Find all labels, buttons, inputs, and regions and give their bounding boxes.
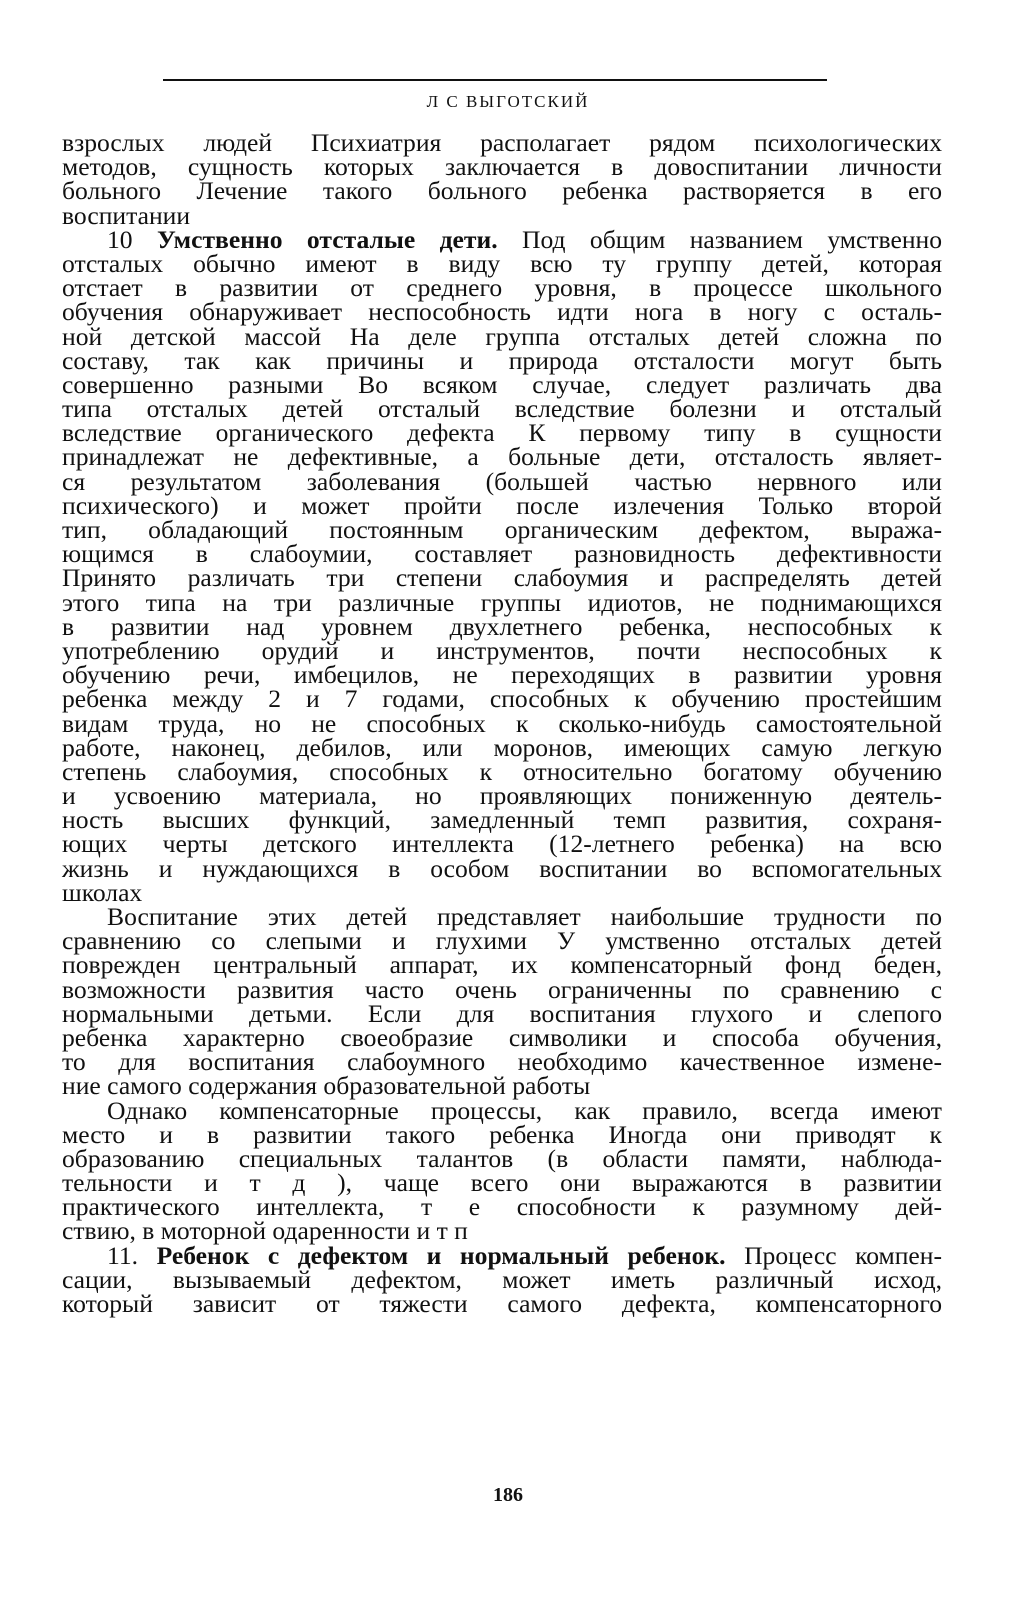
line-text: поврежден центральный аппарат, их компенсаторный фонд беден, <box>62 950 942 980</box>
line-text: в развитии над уровнем двухлетнего ребенка, неспособных к <box>62 611 942 641</box>
line-text: нормальными детьми. Если для воспитания глухого и слепого <box>62 998 942 1028</box>
line-text: этого типа на три различные группы идиотов, не поднимающихся <box>62 587 942 617</box>
line-text: отсталых обычно имеют в виду всю ту группу детей, которая <box>62 248 942 278</box>
line-text: жизнь и нуждающихся в особом воспитании во вспомогательных <box>62 853 942 883</box>
line-text: Процесс компен- <box>725 1240 942 1270</box>
running-head: Л С ВЫГОТСКИЙ <box>426 92 590 111</box>
line-text: больного Лечение такого больного ребенка растворяется в его <box>62 176 942 206</box>
line-text: отстает в развитии от среднего уровня, в процессе школьного <box>62 273 942 303</box>
line-text: ющимся в слабоумии, составляет разновидность дефективности <box>62 539 942 569</box>
line-text: тип, обладающий постоянным органическим дефектом, выража- <box>62 515 942 544</box>
line-text: принадлежат не дефективные, а больные дети, отсталость являет- <box>62 442 942 472</box>
text-line <box>62 853 942 883</box>
line-text: сации, вызываемый дефектом, может иметь различный исход, <box>62 1264 942 1294</box>
text-line <box>62 176 942 206</box>
line-text: видам труда, но не способных к сколько-нибудь самостоятельной <box>62 708 942 738</box>
section-number: 10 <box>107 224 157 254</box>
line-text: школах <box>62 877 143 907</box>
line-text: психического) и может пройти после излечения Только второй <box>62 490 942 520</box>
line-text: ность высших функций, замедленный темп развития, сохраня- <box>62 805 942 835</box>
line-text: составу, так как причины и природа отсталости могут быть <box>62 345 942 375</box>
line-text: ребенка между 2 и 7 годами, способных к обучению простейшим <box>62 684 942 714</box>
line-text: употреблению орудий и инструментов, почти неспособных к <box>62 635 942 665</box>
line-text: ся результатом заболевания (большей частью нервного или <box>62 466 942 496</box>
line-text: сравнению со слепыми и глухими У умственно отсталых детей <box>62 926 942 956</box>
line-text: совершенно разными Во всяком случае, следует различать два <box>62 369 942 399</box>
line-text: который зависит от тяжести самого дефекта, компенсаторного <box>62 1289 942 1318</box>
line-text: возможности развития часто очень ограниченны по сравнению с <box>62 974 942 1004</box>
line-text: обучения обнаруживает неспособность идти нога в ногу с осталь- <box>62 297 942 327</box>
line-text: место и в развитии такого ребенка Иногда они приводят к <box>62 1119 942 1149</box>
line-text: ющих черты детского интеллекта (12-летнего ребенка) на всю <box>62 829 942 859</box>
section-heading: Умственно отсталые дети. <box>156 224 498 254</box>
line-text: тельности и т д ), чаще всего они выражаются в развитии <box>62 1168 942 1198</box>
section-heading: Ребенок с дефектом и нормальный ребенок. <box>156 1240 726 1270</box>
line-text: методов, сущность которых заключается в довоспитании личности <box>62 152 942 182</box>
line-text: обучению речи, имбецилов, не переходящих в развитии уровня <box>62 660 942 690</box>
line-text: ствию, в моторной одаренности и т п <box>62 1216 468 1246</box>
line-text: Однако компенсаторные процессы, как правило, всегда имеют <box>107 1095 942 1125</box>
line-text: воспитании <box>62 200 191 230</box>
section-number: 11. <box>107 1240 157 1270</box>
line-text: ной детской массой На деле группа отсталых детей сложна по <box>62 321 942 351</box>
line-text: взрослых людей Психиатрия располагает рядом психологических <box>62 128 942 157</box>
line-text: работе, наконец, дебилов, или моронов, имеющих самую легкую <box>62 732 942 762</box>
line-text: образованию специальных талантов (в области памяти, наблюда- <box>62 1143 942 1173</box>
line-text: и усвоению материала, но проявляющих пониженную деятель- <box>62 781 942 811</box>
line-text: практического интеллекта, т е способности к разумному дей- <box>62 1192 942 1222</box>
line-text: ние самого содержания образовательной работы <box>62 1071 591 1101</box>
line-text: вследствие органического дефекта К первому типу в сущности <box>62 418 942 448</box>
line-text: Под общим названием умственно <box>497 224 943 254</box>
line-text: Принято различать три степени слабоумия и распределять детей <box>62 563 942 593</box>
page-number: 186 <box>493 1484 523 1506</box>
line-text: ребенка характерно своеобразие символики и способа обучения, <box>62 1022 942 1052</box>
header-rule <box>163 79 827 81</box>
line-text: Воспитание этих детей представляет наибольшие трудности по <box>107 902 942 931</box>
text-line <box>62 1289 942 1318</box>
line-text: типа отсталых детей отсталый вследствие болезни и отсталый <box>62 394 942 424</box>
line-text: степень слабоумия, способных к относительно богатому обучению <box>62 756 942 786</box>
line-text: то для воспитания слабоумного необходимо качественное измене- <box>62 1047 942 1077</box>
body-text <box>62 128 943 1318</box>
